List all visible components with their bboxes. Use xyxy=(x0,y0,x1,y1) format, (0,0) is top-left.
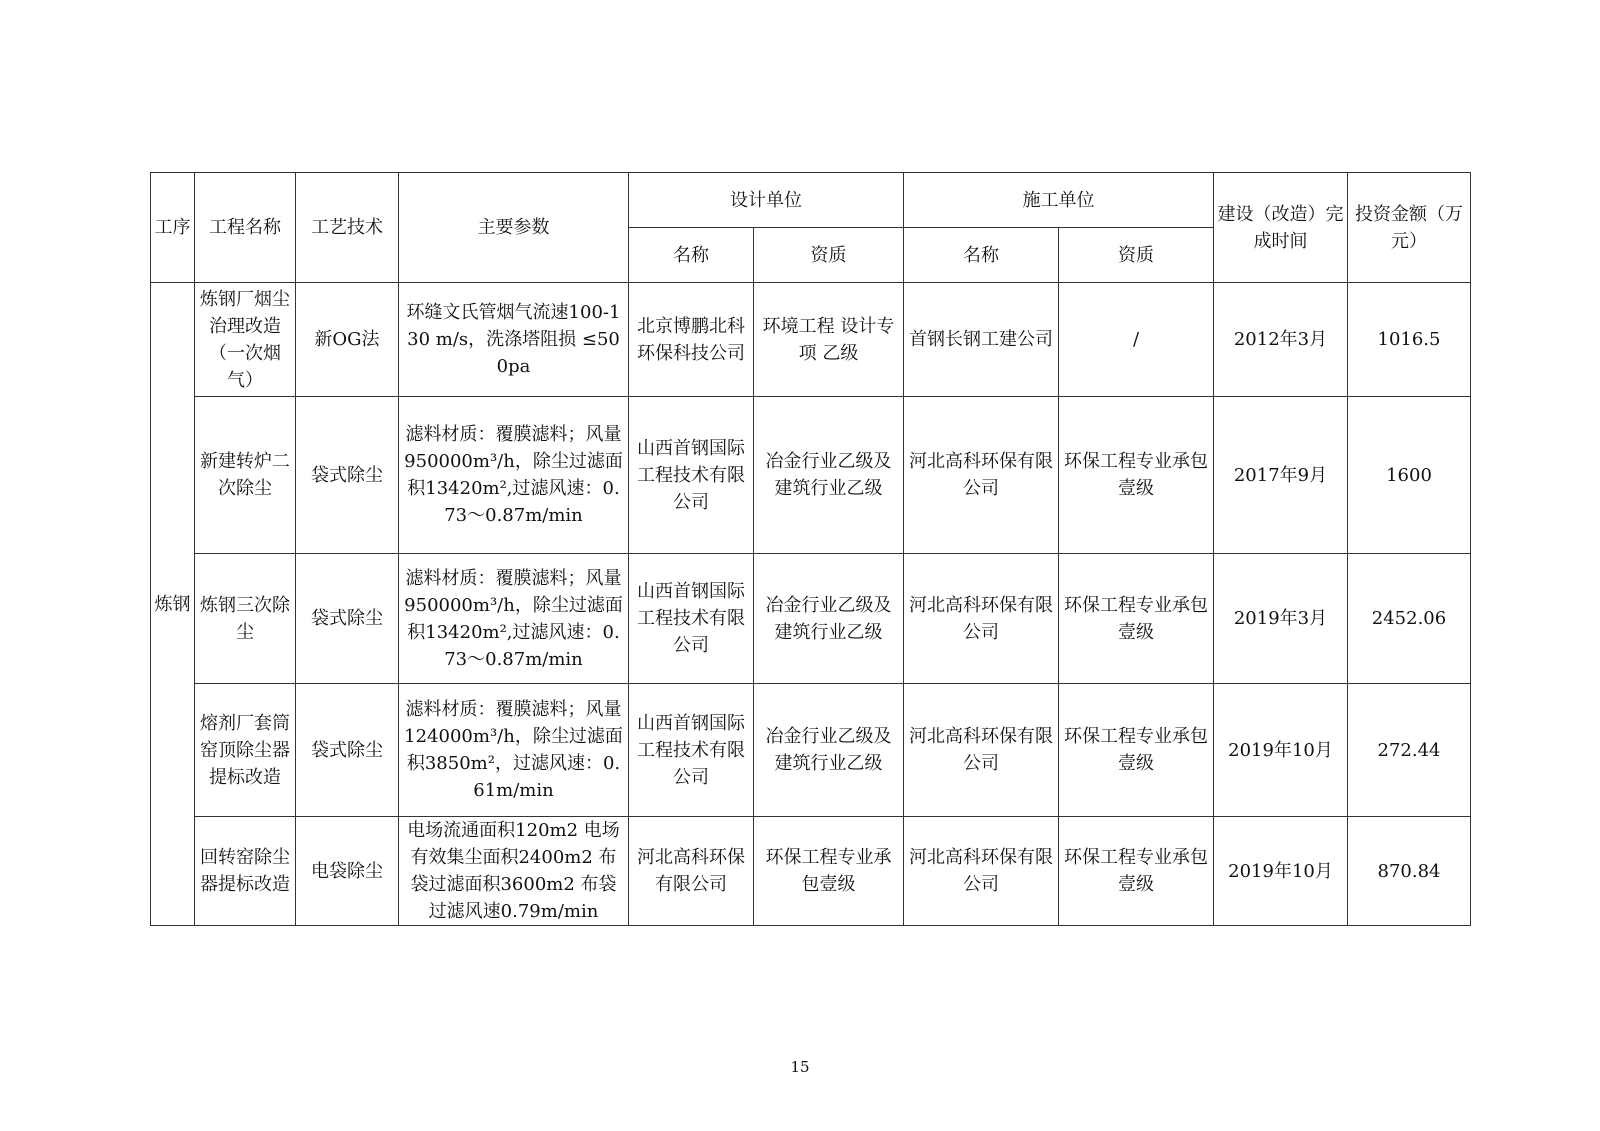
parameters-cell: 环缝文氏管烟气流速100-130 m/s，洗涤塔阻损 ≤500pa xyxy=(399,283,629,397)
header-construction-name: 名称 xyxy=(904,228,1059,283)
construction-name-cell: 河北高科环保有限公司 xyxy=(904,554,1059,684)
construction-qualification-cell: 环保工程专业承包壹级 xyxy=(1059,397,1214,554)
project-name-cell: 回转窑除尘器提标改造 xyxy=(195,817,296,926)
investment-cell: 2452.06 xyxy=(1348,554,1471,684)
parameters-cell: 滤料材质：覆膜滤料；风量950000m³/h，除尘过滤面积13420m²,过滤风速：0.73～0.87m/min xyxy=(399,554,629,684)
header-design-qualification: 资质 xyxy=(754,228,904,283)
investment-cell: 272.44 xyxy=(1348,684,1471,817)
design-name-cell: 山西首钢国际工程技术有限公司 xyxy=(629,397,754,554)
header-construction-unit: 施工单位 xyxy=(904,173,1214,228)
header-parameters: 主要参数 xyxy=(399,173,629,283)
header-completion-time: 建设（改造）完成时间 xyxy=(1214,173,1348,283)
header-technology: 工艺技术 xyxy=(296,173,399,283)
construction-name-cell: 河北高科环保有限公司 xyxy=(904,817,1059,926)
design-qualification-cell: 冶金行业乙级及建筑行业乙级 xyxy=(754,684,904,817)
construction-qualification-cell: 环保工程专业承包壹级 xyxy=(1059,817,1214,926)
parameters-cell: 滤料材质：覆膜滤料；风量124000m³/h，除尘过滤面积3850m²，过滤风速：0.61m/min xyxy=(399,684,629,817)
parameters-cell: 滤料材质：覆膜滤料；风量950000m³/h，除尘过滤面积13420m²,过滤风速：0.73～0.87m/min xyxy=(399,397,629,554)
technology-cell: 电袋除尘 xyxy=(296,817,399,926)
design-name-cell: 河北高科环保有限公司 xyxy=(629,817,754,926)
construction-qualification-cell: / xyxy=(1059,283,1214,397)
header-project-name: 工程名称 xyxy=(195,173,296,283)
design-qualification-cell: 冶金行业乙级及建筑行业乙级 xyxy=(754,554,904,684)
construction-qualification-cell: 环保工程专业承包壹级 xyxy=(1059,554,1214,684)
technology-cell: 新OG法 xyxy=(296,283,399,397)
design-qualification-cell: 环境工程 设计专项 乙级 xyxy=(754,283,904,397)
technology-cell: 袋式除尘 xyxy=(296,397,399,554)
header-construction-qualification: 资质 xyxy=(1059,228,1214,283)
construction-name-cell: 河北高科环保有限公司 xyxy=(904,684,1059,817)
completion-time-cell: 2012年3月 xyxy=(1214,283,1348,397)
table-row xyxy=(151,817,1471,926)
investment-cell: 1016.5 xyxy=(1348,283,1471,397)
completion-time-cell: 2017年9月 xyxy=(1214,397,1348,554)
design-qualification-cell: 冶金行业乙级及建筑行业乙级 xyxy=(754,397,904,554)
construction-name-cell: 首钢长钢工建公司 xyxy=(904,283,1059,397)
page-number: 15 xyxy=(790,1058,810,1076)
construction-qualification-cell: 环保工程专业承包壹级 xyxy=(1059,684,1214,817)
table-row xyxy=(151,283,1471,397)
design-name-cell: 山西首钢国际工程技术有限公司 xyxy=(629,554,754,684)
investment-cell: 870.84 xyxy=(1348,817,1471,926)
design-name-cell: 北京博鹏北科环保科技公司 xyxy=(629,283,754,397)
technology-cell: 袋式除尘 xyxy=(296,684,399,817)
investment-cell: 1600 xyxy=(1348,397,1471,554)
design-name-cell: 山西首钢国际工程技术有限公司 xyxy=(629,684,754,817)
completion-time-cell: 2019年10月 xyxy=(1214,817,1348,926)
header-investment: 投资金额（万元） xyxy=(1348,173,1471,283)
project-name-cell: 熔剂厂套筒窑顶除尘器提标改造 xyxy=(195,684,296,817)
process-cell: 炼钢 xyxy=(151,283,195,926)
header-process: 工序 xyxy=(151,173,195,283)
header-design-unit: 设计单位 xyxy=(629,173,904,228)
completion-time-cell: 2019年10月 xyxy=(1214,684,1348,817)
table-row xyxy=(151,684,1471,817)
project-name-cell: 炼钢三次除尘 xyxy=(195,554,296,684)
project-name-cell: 炼钢厂烟尘治理改造（一次烟气） xyxy=(195,283,296,397)
table-row xyxy=(151,397,1471,554)
project-name-cell: 新建转炉二次除尘 xyxy=(195,397,296,554)
header-design-name: 名称 xyxy=(629,228,754,283)
design-qualification-cell: 环保工程专业承包壹级 xyxy=(754,817,904,926)
table-row xyxy=(151,554,1471,684)
completion-time-cell: 2019年3月 xyxy=(1214,554,1348,684)
construction-name-cell: 河北高科环保有限公司 xyxy=(904,397,1059,554)
project-table xyxy=(150,172,1471,926)
parameters-cell: 电场流通面积120m2 电场有效集尘面积2400m2 布袋过滤面积3600m2 布袋过滤风速0.79m/min xyxy=(399,817,629,926)
technology-cell: 袋式除尘 xyxy=(296,554,399,684)
